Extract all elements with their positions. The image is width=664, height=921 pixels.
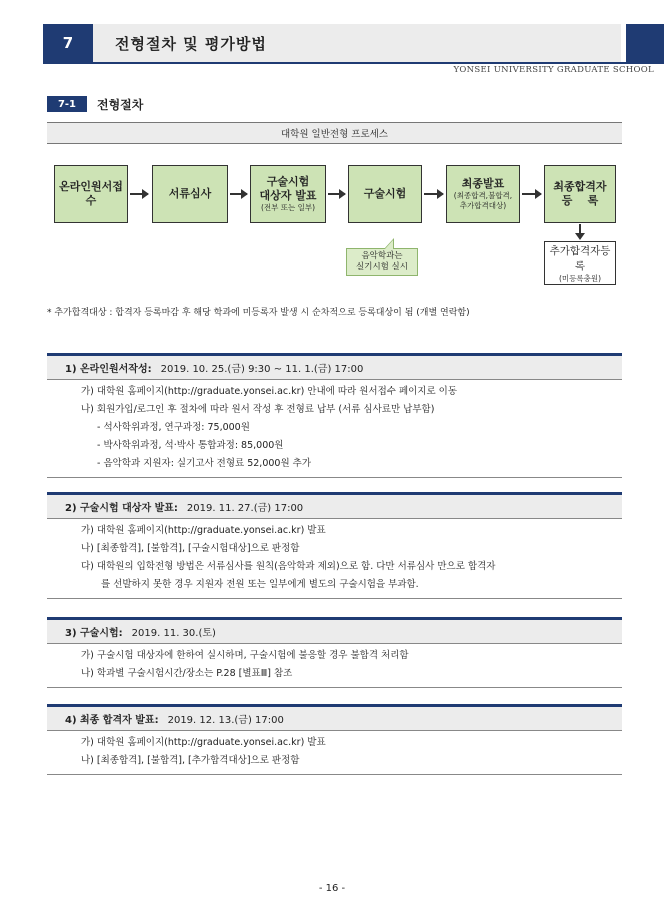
step-sub: (전부 또는 일부)	[260, 203, 316, 213]
list-item: 나) [최종합격], [불합격], [추가합격대상]으로 판정함	[81, 755, 300, 766]
step-oral-exam-announcement	[250, 165, 326, 223]
list-item: - 박사학위과정, 석·박사 통합과정: 85,000원	[97, 440, 284, 451]
list-item: 가) 대학원 홈페이지(http://graduate.yonsei.ac.kr) 안내에 따라 원서접수 페이지로 이동	[81, 386, 458, 397]
section-body	[47, 644, 622, 688]
section-header	[47, 617, 622, 644]
section-body	[47, 519, 622, 599]
list-item: 다) 대학원의 입학전형 방법은 서류심사를 원칙(음악학과 제외)으로 함. 다만 서류심사 만으로 합격자	[81, 561, 496, 572]
step-label: 구술시험	[266, 174, 310, 188]
callout-pointer-fill	[385, 240, 393, 249]
callout-line1: 음악학과는	[361, 250, 403, 261]
arrow-down-icon	[579, 224, 581, 238]
step-final-announcement	[446, 165, 520, 223]
section-header-value: 2019. 11. 30.(토)	[131, 628, 216, 639]
section-header-label: 3) 구술시험:	[65, 628, 123, 639]
section-oral-exam-announcement	[47, 492, 622, 599]
step-label-line2: 대상자 발표	[259, 189, 317, 203]
callout-line2: 실기시험 실시	[356, 262, 408, 272]
list-item: 나) 학과별 구술시험시간/장소는 P.28 [별표Ⅲ] 참조	[81, 668, 293, 679]
list-item: 가) 대학원 홈페이지(http://graduate.yonsei.ac.kr) 발표	[81, 737, 326, 748]
arrow-right-icon	[130, 193, 148, 195]
section-header-value: 2019. 10. 25.(금) 9:30 ~ 11. 1.(금) 17:00	[160, 364, 364, 375]
school-name: YONSEI UNIVERSITY GRADUATE SCHOOL	[453, 65, 654, 75]
step-label-line2: 등 록	[561, 194, 599, 207]
step-label: 최종발표	[461, 177, 505, 191]
chapter-title: 전형절차 및 평가방법	[115, 34, 267, 53]
step-label: 최종합격자	[553, 179, 607, 193]
process-title: 대학원 일반전형 프로세스	[47, 122, 622, 144]
step-document-review	[152, 165, 228, 223]
step-oral-exam	[348, 165, 422, 223]
section-header-label: 1) 온라인원서작성:	[65, 364, 152, 375]
step-label: 온라인원서접수	[59, 179, 123, 207]
section-header-label: 2) 구술시험 대상자 발표:	[65, 503, 178, 514]
arrow-right-icon	[230, 193, 247, 195]
list-item: 나) 회원가입/로그인 후 절차에 따라 원서 작성 후 전형료 납부 (서류 심사료만 납부함)	[81, 404, 435, 415]
section-header	[47, 492, 622, 519]
page-number: - 16 -	[318, 883, 346, 894]
section-title: 전형절차	[97, 97, 144, 112]
step-sub-line2: 추가합격대상)	[459, 201, 507, 211]
step-label: 구술시험	[363, 186, 407, 200]
section-header-value: 2019. 12. 13.(금) 17:00	[167, 715, 284, 726]
section-header	[47, 353, 622, 380]
extra-sub: (미등록충원)	[558, 273, 602, 283]
list-item: 나) [최종합격], [불합격], [구술시험대상]으로 판정함	[81, 543, 300, 554]
music-callout	[346, 248, 418, 276]
additional-acceptance-note: * 추가합격대상 : 합격자 등록마감 후 해당 학과에 미등록자 발생 시 순차적으로 등록대상이 됨 (개별 연락함)	[47, 308, 470, 318]
arrow-right-icon	[328, 193, 345, 195]
section-header-value: 2019. 11. 27.(금) 17:00	[186, 503, 304, 514]
section-final-announcement	[47, 704, 622, 775]
list-item: - 음악학과 지원자: 실기고사 전형료 52,000원 추가	[97, 458, 311, 469]
section-header	[47, 704, 622, 731]
list-item: 를 선발하지 못한 경우 지원자 전원 또는 일부에게 별도의 구술시험을 부과함.	[101, 579, 419, 590]
section-oral-exam	[47, 617, 622, 688]
step-label: 서류심사	[168, 186, 212, 200]
header-accent	[626, 24, 664, 62]
list-item: 가) 대학원 홈페이지(http://graduate.yonsei.ac.kr) 발표	[81, 525, 326, 536]
section-badge: 7-1	[47, 96, 87, 112]
header-rule	[43, 62, 664, 64]
extra-label: 추가합격자등록	[549, 244, 611, 272]
chapter-number: 7	[43, 24, 93, 62]
section-body	[47, 380, 622, 478]
step-sub: (최종합격,불합격,	[453, 191, 513, 201]
section-body	[47, 731, 622, 775]
list-item: 가) 구술시험 대상자에 한하여 실시하며, 구술시험에 불응할 경우 불합격 처리함	[81, 650, 409, 661]
list-item: - 석사학위과정, 연구과정: 75,000원	[97, 422, 250, 433]
arrow-right-icon	[522, 193, 541, 195]
step-online-application	[54, 165, 128, 223]
step-final-registration	[544, 165, 616, 223]
section-online-application	[47, 353, 622, 478]
section-header-label: 4) 최종 합격자 발표:	[65, 715, 159, 726]
arrow-right-icon	[424, 193, 443, 195]
extra-registration-box	[544, 241, 616, 285]
